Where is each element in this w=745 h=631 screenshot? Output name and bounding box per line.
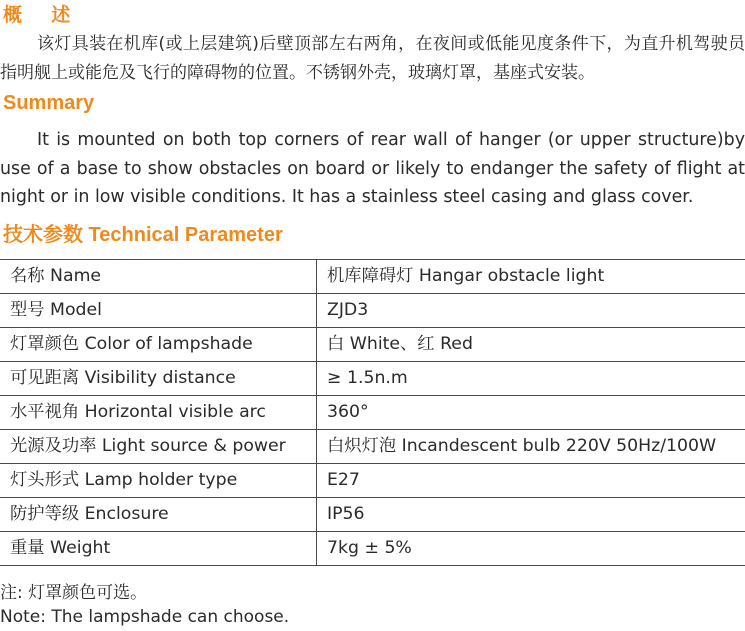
param-value: IP56: [317, 498, 745, 532]
table-row: [0, 532, 745, 566]
param-value: ZJD3: [317, 294, 745, 328]
technical-parameter-heading: 技术参数 Technical Parameter: [3, 224, 283, 246]
summary-paragraph: It is mounted on both top corners of rear wall of hanger (or upper structure)by use of a base to show obstacles on board or likely to endanger the safety of flight at night or in low visible conditions. It has a stainless steel casing and glass cover.: [0, 130, 745, 207]
overview-paragraph: 该灯具装在机库(或上层建筑)后壁顶部左右两角，在夜间或低能见度条件下，为直升机驾驶员指明舰上或能危及飞行的障碍物的位置。不锈钢外壳，玻璃灯罩，基座式安装。: [0, 34, 745, 83]
technical-parameter-table: [0, 259, 745, 566]
param-value: 360°: [317, 396, 745, 430]
param-value: E27: [317, 464, 745, 498]
param-label: 光源及功率 Light source & power: [0, 430, 317, 464]
param-value: 白 White、红 Red: [317, 328, 745, 362]
param-label: 型号 Model: [0, 294, 317, 328]
table-row: [0, 362, 745, 396]
param-label: 重量 Weight: [0, 532, 317, 566]
summary-heading: Summary: [3, 92, 95, 114]
param-label: 名称 Name: [0, 260, 317, 294]
table-row: [0, 294, 745, 328]
table-row: [0, 430, 745, 464]
param-value: ≥ 1.5n.m: [317, 362, 745, 396]
overview-heading: 概 述: [3, 5, 83, 26]
param-label: 防护等级 Enclosure: [0, 498, 317, 532]
param-value: 白炽灯泡 Incandescent bulb 220V 50Hz/100W: [317, 430, 745, 464]
param-label: 可见距离 Visibility distance: [0, 362, 317, 396]
table-row: [0, 260, 745, 294]
param-label: 水平视角 Horizontal visible arc: [0, 396, 317, 430]
note-chinese: 注: 灯罩颜色可选。: [0, 583, 148, 603]
param-label: 灯头形式 Lamp holder type: [0, 464, 317, 498]
param-label: 灯罩颜色 Color of lampshade: [0, 328, 317, 362]
param-value: 7kg ± 5%: [317, 532, 745, 566]
table-row: [0, 498, 745, 532]
table-row: [0, 328, 745, 362]
note-english: Note: The lampshade can choose.: [0, 607, 290, 627]
table-row: [0, 464, 745, 498]
table-row: [0, 396, 745, 430]
param-value: 机库障碍灯 Hangar obstacle light: [317, 260, 745, 294]
